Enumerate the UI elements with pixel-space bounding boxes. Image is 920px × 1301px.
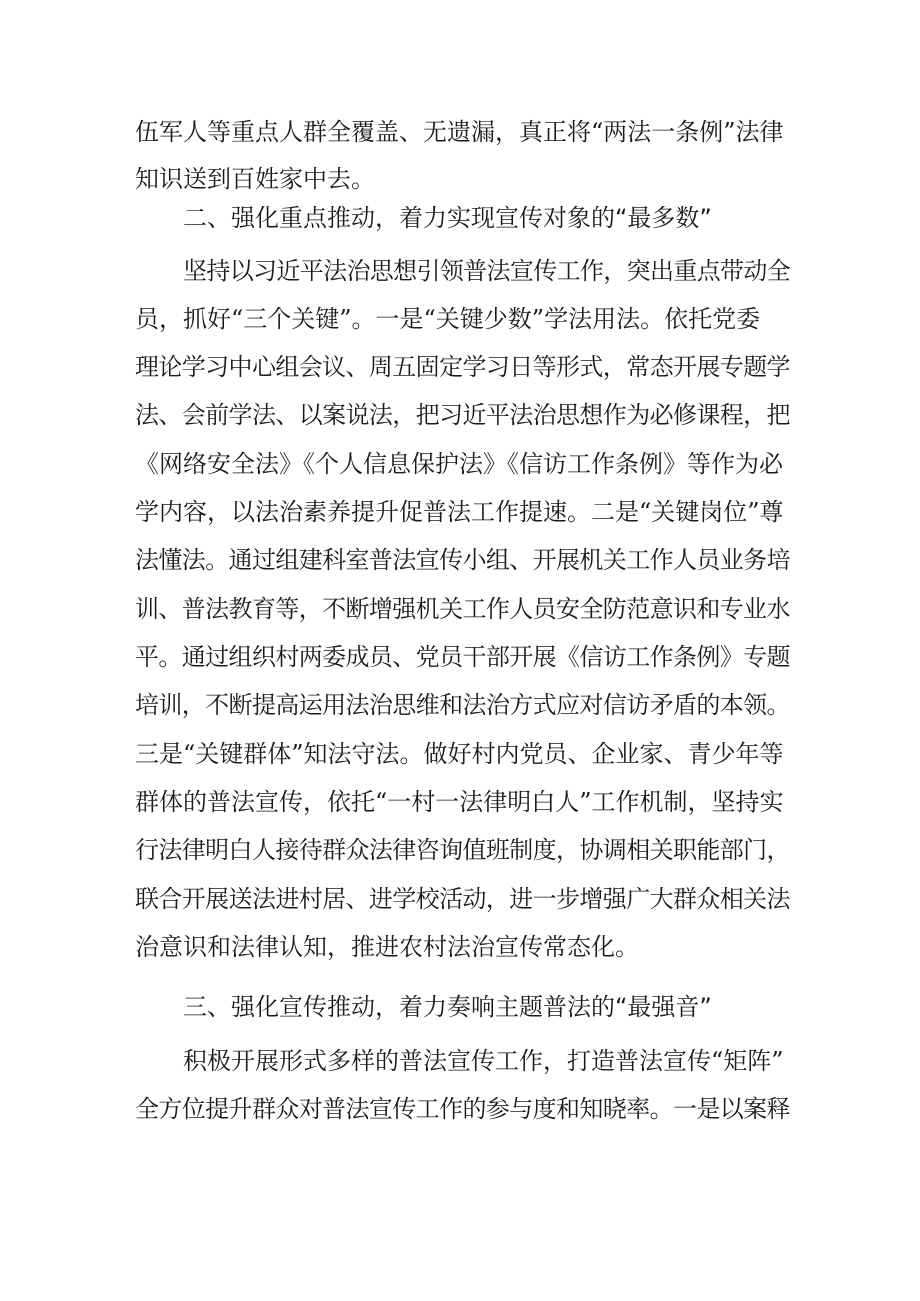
paragraph-line: 积极开展形式多样的普法宣传工作，打造普法宣传“矩阵” (183, 1047, 784, 1075)
section-heading-2: 二、强化重点推动，着力实现宣传对象的“最多数” (183, 204, 712, 232)
paragraph-line: 坚持以习近平法治思想引领普法宣传工作，突出重点带动全 (183, 257, 791, 285)
paragraph-line: 学内容，以法治素养提升促普法工作提速。二是“关键岗位”尊 (135, 498, 784, 526)
paragraph-line: 行法律明白人接待群众法律咨询值班制度，协调相关职能部门， (135, 836, 790, 864)
paragraph-line: 《网络安全法》《个人信息保护法》《信访工作条例》等作为必 (135, 450, 783, 478)
section-heading-3: 三、强化宣传推动，着力奏响主题普法的“最强音” (183, 993, 712, 1021)
paragraph-line: 员，抓好“三个关键”。一是“关键少数”学法用法。依托党委 (135, 305, 761, 333)
paragraph-line: 法懂法。通过组建科室普法宣传小组、开展机关工作人员业务培 (135, 546, 790, 574)
paragraph-line: 培训，不断提高运用法治思维和法治方式应对信访矛盾的本领。 (135, 691, 790, 719)
paragraph-line: 全方位提升群众对普法宣传工作的参与度和知晓率。一是以案释 (135, 1095, 790, 1123)
paragraph-line: 群体的普法宣传，依托“一村一法律明白人”工作机制，坚持实 (135, 788, 784, 816)
paragraph-line: 理论学习中心组会议、周五固定学习日等形式，常态开展专题学 (135, 353, 790, 381)
paragraph-line: 治意识和法律认知，推进农村法治宣传常态化。 (135, 933, 639, 961)
paragraph-line: 伍军人等重点人群全覆盖、无遗漏，真正将“两法一条例”法律 (135, 118, 784, 146)
paragraph-line: 三是“关键群体”知法守法。做好村内党员、企业家、青少年等 (135, 740, 784, 768)
paragraph-line: 联合开展送法进村居、进学校活动，进一步增强广大群众相关法 (135, 885, 790, 913)
paragraph-line: 平。通过组织村两委成员、党员干部开展《信访工作条例》专题 (135, 643, 790, 671)
paragraph-line: 法、会前学法、以案说法，把习近平法治思想作为必修课程，把 (135, 401, 790, 429)
paragraph-line: 训、普法教育等，不断增强机关工作人员安全防范意识和专业水 (135, 595, 790, 623)
paragraph-line: 知识送到百姓家中去。 (135, 165, 375, 193)
